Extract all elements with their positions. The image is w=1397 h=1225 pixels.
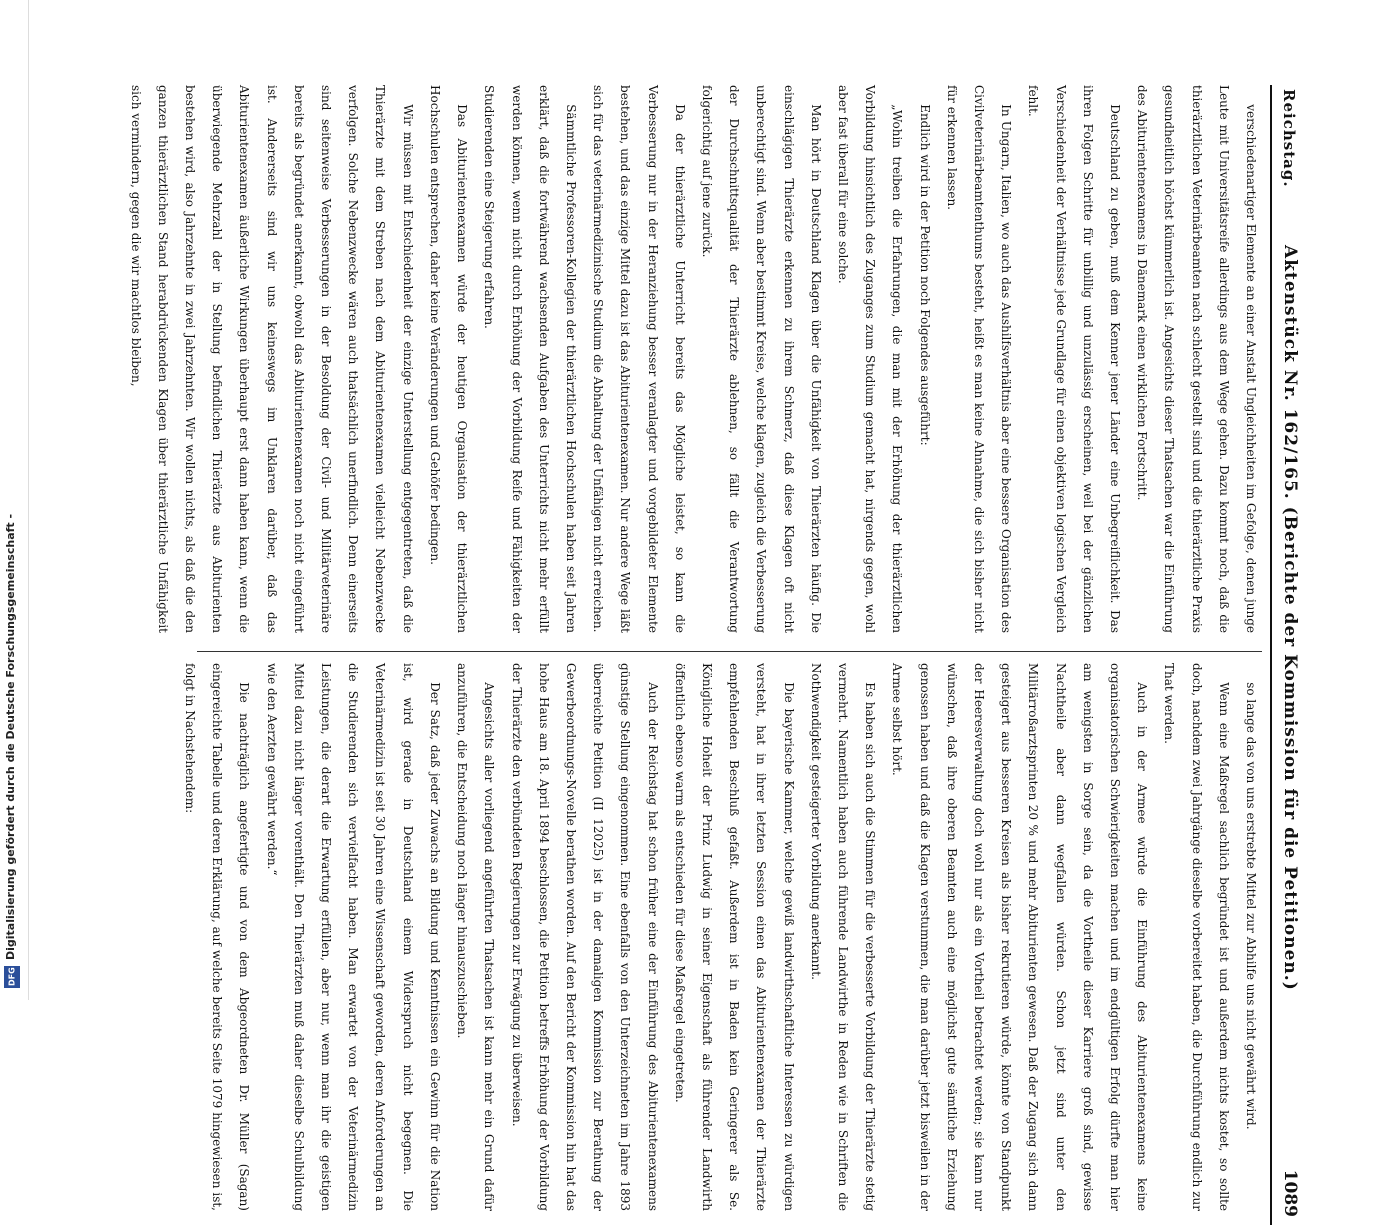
paragraph: Sämmtliche Professoren-Kollegien der thierärztlichen Hochschulen haben seit Jahren erklärt, daß die fortwährend wachsenden Aufgaben des Unterrichts nicht mehr erfüllt werden können, wenn nicht durch Erhöhung der Vorbildung Reife und Fähigkeiten der Studierenden eine Steigerung erfahren. (482, 85, 578, 633)
paragraph: Der Satz, daß jeder Zuwachs an Bildung und Kenntnissen ein Gewinn für die Nation ist, wird gerade in Deutschland einem Widerspruch nicht begegnen. Die Veterinärmedizin ist seit 30 Jahren eine Wissenschaft geworden, deren Anforderungen an die Studierenden sich vervielfacht haben. Man erwartet von der Veterinärmedizin Leistungen, die derart die Erwartung erfüllen, aber nur, wenn man ihr die geistigen Mittel dazu nicht länger vorenthält. Den Thierärzten muß daher dieselbe Schulbildung wie den Aerzten gewährt werden.“ (264, 663, 442, 1211)
paragraph: Wenn eine Maßregel sachlich begründet ist und außerdem nichts kostet, so sollte doch, nachdem zwei Jahrgänge dieselbe vorbereitet haben, die Durchführung endlich zur That werden. (1162, 663, 1231, 1211)
paragraph: In Ungarn, Italien, wo auch das Aushilfsverhältnis aber eine bessere Organisation des Civilveterinärbeamtenthums besteht, heißt es man keine Ahnahme, die sich bisher nicht für erkennen lassen. (944, 85, 1014, 633)
header-title: Aktenstück Nr. 162/165. (Berichte der Kommission für die Petitionen.) (1280, 245, 1300, 991)
paragraph: verschiedenartiger Elemente an einer Anstalt Ungleichheiten im Gefolge, denen junge Leute mit Universitätsreife allerdings aus dem Wege gehen. Dazu kommt noch, daß die thierärztlichen Veterinärbeamten nach schlecht gestellt sind und die thierärztliche Praxis gesundheitlich höchst kümmerlich ist. Angesichts dieser Thatsachen war die Einführung des Abiturientenexamens in Dänemark einen wirklichen Fortschritt. (1135, 85, 1258, 633)
page-header (1270, 85, 1306, 1225)
document-page (128, 85, 1306, 1225)
paragraph: Es haben sich auch die Stimmen für die verbesserte Vorbildung der Thierärzte stetig vermehrt. Namentlich haben auch führende Landwirthe in Reden wie in Schriften die Nothwendigkeit gesteigerter Vorbildung anerkannt. (808, 663, 878, 1211)
sidebar (0, 0, 29, 1000)
left-text-column (128, 85, 1264, 633)
paragraph: Deutschland zu geben, muß dem Kenner jener Länder eine Unbegreiflichkeit. Das ihren Folgen Schritte für unbillig und unzulässig erscheinen, weil bei der gänzlichen Verschiedenheit der Verhältnisse jede Grundlage für einen objektiven logischen Vergleich fehlt. (1026, 85, 1122, 633)
column-divider (197, 651, 1262, 652)
digitization-credit: Digitalisierung gefördert durch die Deutsche Forschungsgemeinschaft - (4, 513, 17, 960)
header-publication: Reichstag. (1280, 89, 1298, 188)
paragraph: so lange das von uns erstrebte Mittel zur Abhilfe uns nicht gewährt wird. (1244, 682, 1258, 1130)
paragraph: Angesichts aller vorliegend angeführten Thatsachen ist kann mehr ein Grund dafür anzuführen, die Entscheidung noch länger hinauszuschieben. (455, 663, 497, 1211)
paragraph: Da der thierärztliche Unterricht bereits das Mögliche leistet, so kann die Verbesserung nur in der Heranziehung besser veranlagter und vorgebildeter Elemente bestehen, und das einzige Mittel dazu ist das Abiturientenexamen. Nur andere Wege läßt sich für das veterinärmedizinische Studium die Abhaltung der Unfähigen nicht erreichen. (591, 85, 687, 633)
dfg-logo: DFG (4, 966, 20, 988)
paragraph: Die bayerische Kammer, welche gewiß landwirthschaftliche Interessen zu würdigen versteht, hat in ihrer letzten Session einen das Abiturientenexamen der Thierärzte empfehlenden Beschluß gefaßt. Außerdem ist in Baden kein Geringerer als Se. Königliche Hoheit der Prinz Ludwig in seiner Eigenschaft als führender Landwirth öffentlich ebenso warm als entschieden für diese Maßregel eingetreten. (672, 663, 796, 1211)
paragraph: Endlich wird in der Petition noch Folgendes ausgeführt: (917, 104, 932, 446)
page-number: 1089 (1280, 1169, 1300, 1217)
paragraph: Auch der Reichstag hat schon früher eine der Einführung des Abiturientenexamens günstige Stellung eingenommen. Eine ebenfalls von den Unterzeichneten im Jahre 1893 überreichte Petition (II 12025) ist in der damaligen Kommission zur Berathung der Gewerbeordnungs-Novelle berathen worden. Auf den Bericht der Kommission hin hat das hohe Haus am 18. April 1894 beschlossen, die Petition betreffs Erhöhung der Vorbildung der Thierärzte den verbündeten Regierungen zur Erwägung zu überweisen. (509, 663, 660, 1211)
paragraph: Man hört in Deutschland Klagen über die Unfähigkeit von Thierärzten häufig. Die einschlägigen Thierärzte erkennen zu ihrem Schmerz, daß diese Klagen oft nicht unberechtigt sind. Wenn aber bestimmt Kreise, welche klagen, zugleich die Verbesserung der Durchschnittsqualität der Thierärzte ablehnen, so fällt die Verantwortung folgerichtig auf jene zurück. (699, 85, 823, 633)
paragraph: „Wohin treiben die Erfahrungen, die man mit der Erhöhung der thierärztlichen Vorbildung hinsichtlich des Zuganges zum Studium gemacht hat, nirgends gegen, wohl aber fast überall für eine solche. (835, 85, 905, 633)
paragraph: Das Abiturientenexamen würde der heutigen Organisation der thierärztlichen Hochschulen entsprechen, daher keine Veränderungen und Gehöfer bedingen. (427, 85, 470, 633)
paragraph: Die nachträglich angefertigte und von dem Abgeordneten Dr. Müller (Sagan) eingereichte Tabelle und deren Erklärung, auf welche bereits Seite 1079 hingewiesen ist, folgt in Nachstehendem: (183, 663, 252, 1211)
paragraph: Wir müssen mit Entschiedenheit der einzige Unterstellung entgegentreten, daß die Thierärzte mit dem Streben nach dem Abiturientenexamen vielleicht Nebenzwecke verfolgen. Solche Nebenzwecke wären auch thatsächlich unerfindlich. Denn einerseits sind seitenweise Verbesserungen in der Besoldung der Civil- und Militärveterinäre bereits als begründet anerkannt, obwohl das Abiturientenexamen noch nicht eingeführt ist. Andererseits sind wir uns keineswegs im Unklaren darüber, daß das Abiturientenexamen äußerliche Wirkungen überhaupt erst dann haben kann, wenn die überwiegende Mehrzahl der in Stellung befindlichen Thierärzte aus Abiturienten bestehen wird, also Jahrzehnte in zwei Jahrzehnten. Wir wollen nichts, als daß die den ganzen thierärztlichen Stand herabdrückenden Klagen über thierärztliche Unfähigkeit sich vermindern, gegen die wir machtlos bleiben, (128, 85, 415, 633)
paragraph: Auch in der Armee würde die Einführung des Abiturientenexamens keine organisatorischen Schwierigkeiten machen und im endgültigen Erfolg dürfte man hier am wenigsten in Sorge sein, da die Vortheile dieser Karriere groß sind, gewisse Nachtheile aber dann wegfallen würden. Schon jetzt sind unter den Militärroßarztsprinten 20 % und mehr Abiturienten gewesen. Daß der Zugang sich dann gesteigert aus besseren Kreisen als bisher rekrutieren würde, könnte von Standpunkt der Heeresverwaltung doch wohl nur als ein Vortheil betrachtet werden; sie kann nur wünschen, daß ihre oberen Beamten auch eine möglichst gute sämtliche Erziehung genossen haben und daß die Klagen verstummen, die man darüber jetzt bisweilen in der Armee selbst hört. (890, 663, 1150, 1211)
right-text-column (183, 663, 1264, 1211)
